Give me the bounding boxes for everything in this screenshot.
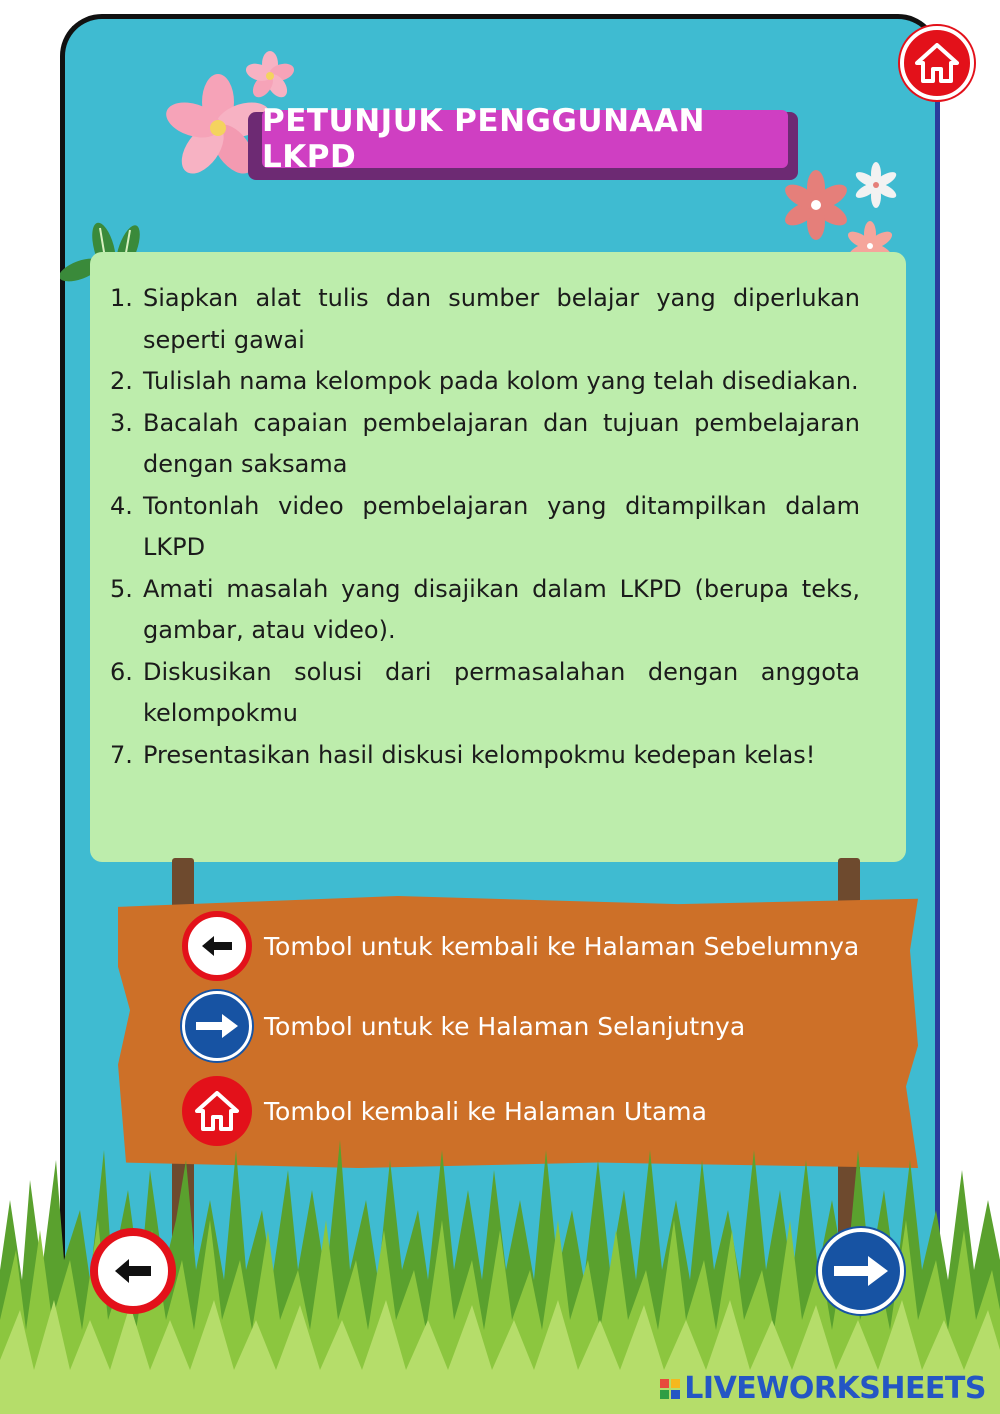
back-arrow-icon <box>182 911 252 981</box>
back-arrow-icon <box>113 1257 153 1285</box>
next-arrow-icon <box>182 991 252 1061</box>
instruction-text: Presentasikan hasil diskusi kelompokmu kedepan kelas! <box>143 740 816 769</box>
home-button[interactable] <box>900 26 974 100</box>
legend-text: Tombol untuk ke Halaman Selanjutnya <box>264 1011 746 1041</box>
list-item: 1. Siapkan alat tulis dan sumber belajar yang diperlukan seperti gawai <box>110 284 860 354</box>
instruction-text: Tulislah nama kelompok pada kolom yang telah disediakan. <box>143 367 859 395</box>
instruction-list <box>110 278 860 776</box>
list-item: 6. Diskusikan solusi dari permasalahan dengan anggota kelompokmu <box>110 657 860 727</box>
legend-row-back <box>182 911 859 981</box>
instruction-text: Diskusikan solusi dari permasalahan dengan anggota kelompokmu <box>143 657 860 727</box>
next-button[interactable] <box>818 1228 904 1314</box>
instruction-text: Bacalah capaian pembelajaran dan tujuan pembelajaran dengan saksama <box>143 408 860 478</box>
list-item: 4. Tontonlah video pembelajaran yang ditampilkan dalam LKPD <box>110 491 860 561</box>
instruction-text: Tontonlah video pembelajaran yang ditampilkan dalam LKPD <box>143 491 860 561</box>
legend-row-next <box>182 991 745 1061</box>
list-item: 3. Bacalah capaian pembelajaran dan tujuan pembelajaran dengan saksama <box>110 408 860 478</box>
home-icon <box>915 43 959 83</box>
list-item: 5. Amati masalah yang disajikan dalam LKPD (berupa teks, gambar, atau video). <box>110 574 860 644</box>
legend-text: Tombol kembali ke Halaman Utama <box>264 1096 707 1126</box>
legend-text: Tombol untuk kembali ke Halaman Sebelumnya <box>264 931 860 961</box>
instruction-text: Amati masalah yang disajikan dalam LKPD (berupa teks, gambar, atau video). <box>143 574 860 644</box>
watermark-text: LIVEWORKSHEETS <box>684 1371 986 1406</box>
back-button[interactable] <box>90 1228 176 1314</box>
page-title: PETUNJUK PENGGUNAAN LKPD <box>262 110 788 168</box>
list-item: 7. Presentasikan hasil diskusi kelompokmu kedepan kelas! <box>110 740 816 769</box>
liveworksheets-watermark <box>660 1371 986 1406</box>
list-item: 2. Tulislah nama kelompok pada kolom yang telah disediakan. <box>110 367 859 395</box>
liveworksheets-logo-icon <box>660 1379 680 1399</box>
instruction-text: Siapkan alat tulis dan sumber belajar yang diperlukan seperti gawai <box>143 284 860 354</box>
next-arrow-icon <box>832 1254 890 1288</box>
